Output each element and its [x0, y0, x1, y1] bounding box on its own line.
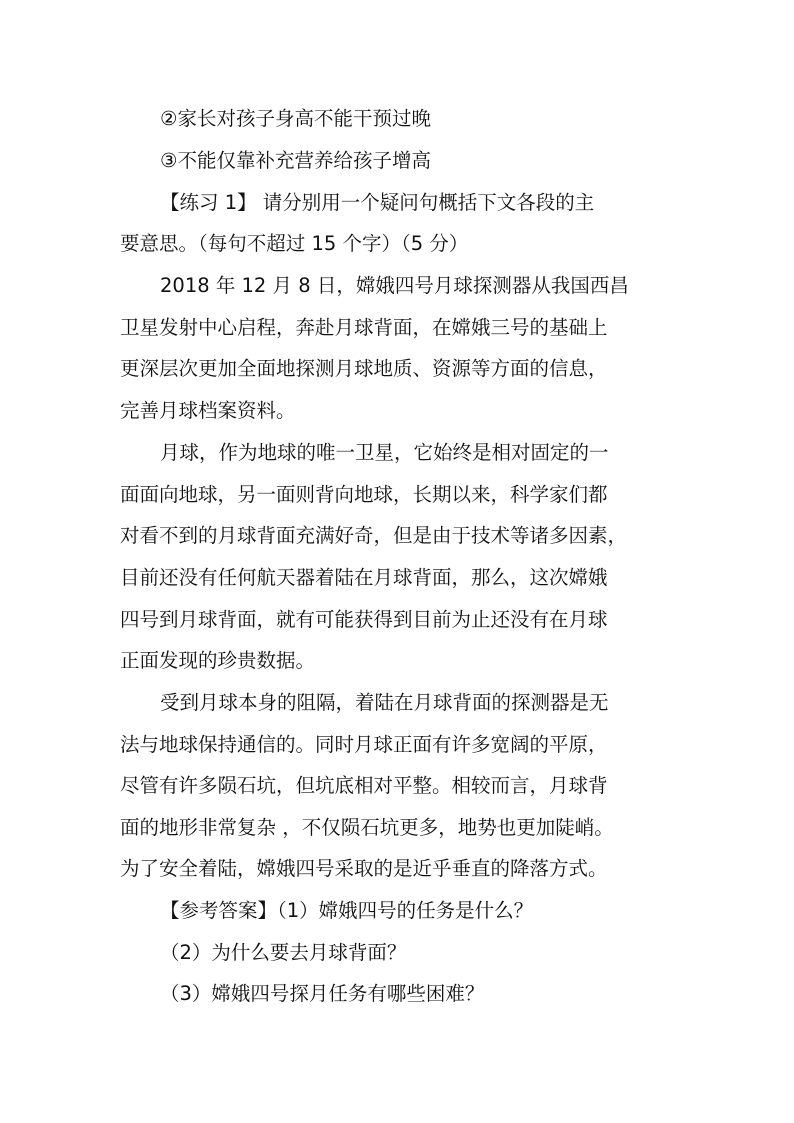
paragraph-1-line: 2018 年 12 月 8 日，嫦娥四号月球探测器从我国西昌	[160, 274, 629, 297]
answer-line: （3）嫦娥四号探月任务有哪些困难？	[160, 982, 485, 1005]
paragraph-1-line: 完善月球档案资料。	[120, 399, 296, 422]
paragraph-3-line: 法与地球保持通信的。同时月球正面有许多宽阔的平原，	[120, 733, 608, 756]
paragraph-3-line: 为了安全着陆，嫦娥四号采取的是近乎垂直的降落方式。	[120, 857, 608, 880]
exercise-heading-line: 【练习 1】 请分别用一个疑问句概括下文各段的主	[160, 191, 595, 214]
text-line: ②家长对孩子身高不能干预过晚	[160, 107, 431, 130]
paragraph-2-line: 目前还没有任何航天器着陆在月球背面，那么，这次嫦娥	[120, 566, 608, 589]
paragraph-1-line: 卫星发射中心启程，奔赴月球背面，在嫦娥三号的基础上	[120, 316, 608, 339]
paragraph-1-line: 更深层次更加全面地探测月球地质、资源等方面的信息，	[120, 357, 608, 380]
paragraph-3-line: 受到月球本身的阻隔，着陆在月球背面的探测器是无	[160, 691, 609, 714]
paragraph-2-line: 对看不到的月球背面充满好奇，但是由于技术等诸多因素，	[120, 524, 628, 547]
paragraph-2-line: 四号到月球背面，就有可能获得到目前为止还没有在月球	[120, 608, 608, 631]
paragraph-3-line: 面的地形非常复杂 ，不仅陨石坑更多，地势也更加陡峭。	[120, 816, 614, 839]
paragraph-2-line: 月球，作为地球的唯一卫星，它始终是相对固定的一	[160, 441, 609, 464]
paragraph-3-line: 尽管有许多陨石坑，但坑底相对平整。相较而言，月球背	[120, 774, 608, 797]
answer-line: （2）为什么要去月球背面？	[160, 941, 407, 964]
paragraph-2-line: 正面发现的珍贵数据。	[120, 649, 316, 672]
paragraph-2-line: 面面向地球，另一面则背向地球，长期以来，科学家们都	[120, 483, 608, 506]
answer-heading-line: 【参考答案】（1）嫦娥四号的任务是什么？	[160, 899, 534, 922]
text-line: ③不能仅靠补充营养给孩子增高	[160, 149, 431, 172]
text-line: 要意思。（每句不超过 15 个字）（5 分）	[120, 232, 469, 255]
